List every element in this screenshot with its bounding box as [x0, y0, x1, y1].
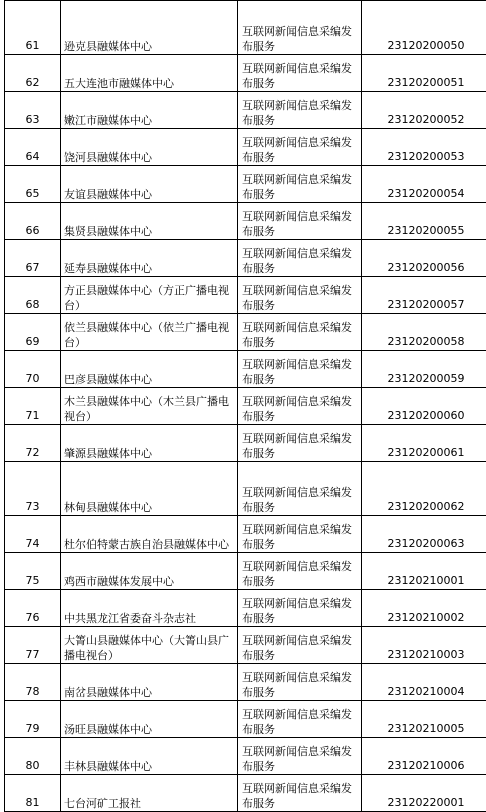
row-number: 69 — [5, 314, 61, 351]
service-type: 互联网新闻信息采编发布服务 — [238, 351, 362, 388]
table-row — [5, 462, 486, 516]
org-name: 鸡西市融媒体发展中心 — [61, 553, 238, 590]
service-type: 互联网新闻信息采编发布服务 — [238, 553, 362, 590]
org-name: 饶河县融媒体中心 — [61, 129, 238, 166]
service-type: 互联网新闻信息采编发布服务 — [238, 425, 362, 462]
row-number: 67 — [5, 240, 61, 277]
row-number: 81 — [5, 775, 61, 812]
row-number: 61 — [5, 1, 61, 55]
row-number: 70 — [5, 351, 61, 388]
org-name: 依兰县融媒体中心（依兰广播电视台） — [61, 314, 238, 351]
row-number: 80 — [5, 738, 61, 775]
service-type: 互联网新闻信息采编发布服务 — [238, 738, 362, 775]
row-number: 68 — [5, 277, 61, 314]
table-row — [5, 55, 486, 92]
license-code: 23120210005 — [362, 701, 486, 738]
row-number: 73 — [5, 462, 61, 516]
table-row — [5, 425, 486, 462]
service-type: 互联网新闻信息采编发布服务 — [238, 314, 362, 351]
service-type: 互联网新闻信息采编发布服务 — [238, 462, 362, 516]
service-type: 互联网新闻信息采编发布服务 — [238, 129, 362, 166]
table-row — [5, 516, 486, 553]
row-number: 79 — [5, 701, 61, 738]
license-code: 23120200059 — [362, 351, 486, 388]
row-number: 74 — [5, 516, 61, 553]
license-code: 23120200050 — [362, 1, 486, 55]
org-name: 肇源县融媒体中心 — [61, 425, 238, 462]
license-code: 23120210001 — [362, 553, 486, 590]
service-type: 互联网新闻信息采编发布服务 — [238, 590, 362, 627]
table-row — [5, 664, 486, 701]
org-name: 南岔县融媒体中心 — [61, 664, 238, 701]
license-code: 23120200051 — [362, 55, 486, 92]
license-code: 23120200052 — [362, 92, 486, 129]
org-name: 杜尔伯特蒙古族自治县融媒体中心 — [61, 516, 238, 553]
license-code: 23120200053 — [362, 129, 486, 166]
service-type: 互联网新闻信息采编发布服务 — [238, 627, 362, 664]
service-type: 互联网新闻信息采编发布服务 — [238, 277, 362, 314]
row-number: 64 — [5, 129, 61, 166]
table-row — [5, 166, 486, 203]
org-name: 巴彦县融媒体中心 — [61, 351, 238, 388]
license-code: 23120200060 — [362, 388, 486, 425]
row-number: 78 — [5, 664, 61, 701]
service-type: 互联网新闻信息采编发布服务 — [238, 240, 362, 277]
service-type: 互联网新闻信息采编发布服务 — [238, 775, 362, 812]
table-row — [5, 553, 486, 590]
org-name: 友谊县融媒体中心 — [61, 166, 238, 203]
service-type: 互联网新闻信息采编发布服务 — [238, 92, 362, 129]
table-row — [5, 203, 486, 240]
table-row — [5, 775, 486, 812]
license-code: 23120210002 — [362, 590, 486, 627]
table-row — [5, 92, 486, 129]
table-row — [5, 627, 486, 664]
row-number: 71 — [5, 388, 61, 425]
license-code: 23120210006 — [362, 738, 486, 775]
service-type: 互联网新闻信息采编发布服务 — [238, 1, 362, 55]
table-row — [5, 314, 486, 351]
table-row — [5, 1, 486, 55]
license-table — [4, 0, 486, 812]
row-number: 77 — [5, 627, 61, 664]
service-type: 互联网新闻信息采编发布服务 — [238, 516, 362, 553]
org-name: 七台河矿工报社 — [61, 775, 238, 812]
row-number: 76 — [5, 590, 61, 627]
row-number: 65 — [5, 166, 61, 203]
license-code: 23120210004 — [362, 664, 486, 701]
service-type: 互联网新闻信息采编发布服务 — [238, 388, 362, 425]
table-row — [5, 388, 486, 425]
license-code: 23120210003 — [362, 627, 486, 664]
table-row — [5, 351, 486, 388]
org-name: 大箐山县融媒体中心（大箐山县广播电视台） — [61, 627, 238, 664]
service-type: 互联网新闻信息采编发布服务 — [238, 166, 362, 203]
org-name: 中共黑龙江省委奋斗杂志社 — [61, 590, 238, 627]
table-row — [5, 738, 486, 775]
service-type: 互联网新闻信息采编发布服务 — [238, 55, 362, 92]
license-code: 23120220001 — [362, 775, 486, 812]
table-row — [5, 590, 486, 627]
row-number: 66 — [5, 203, 61, 240]
org-name: 林甸县融媒体中心 — [61, 462, 238, 516]
org-name: 集贤县融媒体中心 — [61, 203, 238, 240]
service-type: 互联网新闻信息采编发布服务 — [238, 701, 362, 738]
row-number: 72 — [5, 425, 61, 462]
table-row — [5, 240, 486, 277]
table-row — [5, 129, 486, 166]
org-name: 方正县融媒体中心（方正广播电视台） — [61, 277, 238, 314]
license-code: 23120200061 — [362, 425, 486, 462]
table-row — [5, 277, 486, 314]
service-type: 互联网新闻信息采编发布服务 — [238, 203, 362, 240]
org-name: 逊克县融媒体中心 — [61, 1, 238, 55]
license-code: 23120200058 — [362, 314, 486, 351]
license-code: 23120200056 — [362, 240, 486, 277]
org-name: 木兰县融媒体中心（木兰县广播电视台） — [61, 388, 238, 425]
row-number: 63 — [5, 92, 61, 129]
license-code: 23120200062 — [362, 462, 486, 516]
org-name: 延寿县融媒体中心 — [61, 240, 238, 277]
license-code: 23120200057 — [362, 277, 486, 314]
license-code: 23120200063 — [362, 516, 486, 553]
row-number: 62 — [5, 55, 61, 92]
license-code: 23120200055 — [362, 203, 486, 240]
service-type: 互联网新闻信息采编发布服务 — [238, 664, 362, 701]
license-code: 23120200054 — [362, 166, 486, 203]
row-number: 75 — [5, 553, 61, 590]
org-name: 五大连池市融媒体中心 — [61, 55, 238, 92]
org-name: 丰林县融媒体中心 — [61, 738, 238, 775]
table-body — [5, 1, 486, 812]
org-name: 汤旺县融媒体中心 — [61, 701, 238, 738]
table-row — [5, 701, 486, 738]
org-name: 嫩江市融媒体中心 — [61, 92, 238, 129]
